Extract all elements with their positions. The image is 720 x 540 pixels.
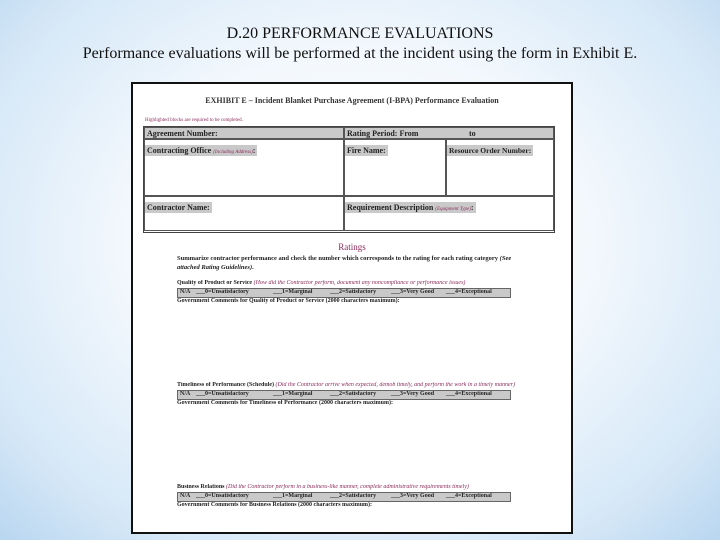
contractor-name-cell bbox=[144, 196, 344, 231]
section-comments-label: Government Comments for Timeliness of Performance (2000 characters maximum): bbox=[177, 400, 393, 406]
rating-4: ___4=Exceptional bbox=[446, 289, 492, 295]
ratings-title: Ratings bbox=[338, 242, 366, 252]
contracting-office-cell bbox=[144, 139, 344, 196]
ratings-instructions-end: . bbox=[252, 264, 254, 271]
rating-na: N/A bbox=[180, 289, 191, 295]
rating-na: N/A bbox=[180, 391, 191, 397]
rating-0: ___0=Unsatisfactory bbox=[196, 493, 249, 499]
contracting-office-label bbox=[145, 145, 257, 156]
section-header bbox=[177, 484, 572, 492]
rating-3: ___3=Very Good bbox=[391, 391, 435, 397]
rating-section-quality bbox=[177, 280, 572, 306]
section-comments-label: Government Comments for Quality of Product or Service (2000 characters maximum): bbox=[177, 298, 400, 304]
rating-section-timeliness bbox=[177, 382, 572, 408]
rating-1: ___1=Marginal bbox=[273, 289, 313, 295]
section-note: (How did the Contractor perform, document any noncompliance or performance issues) bbox=[253, 280, 466, 286]
rating-0: ___0=Unsatisfactory bbox=[196, 391, 249, 397]
section-title: Business Relations bbox=[177, 484, 225, 490]
rating-period-from-label: Rating Period: From bbox=[347, 129, 419, 138]
rating-scale-row bbox=[177, 288, 511, 298]
contractor-name-label: Contractor Name: bbox=[147, 203, 210, 212]
rating-3: ___3=Very Good bbox=[391, 493, 435, 499]
rating-na: N/A bbox=[180, 493, 191, 499]
rating-1: ___1=Marginal bbox=[273, 391, 313, 397]
fire-name-cell bbox=[344, 139, 446, 196]
rating-2: ___2=Satisfactory bbox=[330, 391, 377, 397]
contracting-office-colon: : bbox=[252, 146, 256, 155]
resource-order-cell bbox=[446, 139, 554, 196]
requirement-description-text: Requirement Description bbox=[347, 203, 434, 212]
ratings-instructions-text: Summarize contractor performance and check the number which corresponds to the rating for each rating category bbox=[177, 255, 499, 262]
requirement-description-cell bbox=[344, 196, 554, 231]
agreement-number-cell bbox=[144, 127, 344, 139]
agreement-number-label: Agreement Number: bbox=[147, 129, 218, 138]
requirement-description-hint: (Equipment Type) bbox=[435, 207, 471, 212]
rating-0: ___0=Unsatisfactory bbox=[196, 289, 249, 295]
section-header bbox=[177, 382, 572, 390]
rating-4: ___4=Exceptional bbox=[446, 391, 492, 397]
form-title: EXHIBIT E – Incident Blanket Purchase Agreement (I-BPA) Performance Evaluation bbox=[205, 96, 499, 105]
slide-title: D.20 PERFORMANCE EVALUATIONS bbox=[226, 25, 494, 42]
requirement-description-label bbox=[345, 202, 476, 213]
section-note: (Did the Contractor perform in a business-like manner, complete administrative requirements timely) bbox=[226, 484, 469, 490]
rating-4: ___4=Exceptional bbox=[446, 493, 492, 499]
rating-scale-row bbox=[177, 492, 511, 502]
rating-section-business-relations bbox=[177, 484, 572, 510]
rating-period-cell bbox=[344, 127, 554, 139]
requirement-description-colon: : bbox=[470, 203, 474, 212]
form-header-grid bbox=[143, 126, 555, 233]
rating-2: ___2=Satisfactory bbox=[330, 289, 377, 295]
section-header bbox=[177, 280, 572, 288]
section-comments-label: Government Comments for Business Relations (2000 characters maximum): bbox=[177, 502, 373, 508]
rating-scale-row bbox=[177, 390, 511, 400]
contracting-office-text: Contracting Office bbox=[147, 146, 212, 155]
section-title: Timeliness of Performance (Schedule) bbox=[177, 382, 275, 388]
exhibit-e-form-image bbox=[131, 82, 573, 534]
rating-3: ___3=Very Good bbox=[391, 289, 435, 295]
resource-order-number-label: Resource Order Number: bbox=[449, 146, 532, 155]
rating-period-to-label: to bbox=[469, 129, 476, 138]
section-note: (Did the Contractor arrive when expected, demob timely, and perform the work in a timely manner) bbox=[275, 382, 515, 388]
rating-2: ___2=Satisfactory bbox=[330, 493, 377, 499]
contracting-office-hint: (Including Address) bbox=[213, 150, 253, 155]
ratings-instructions-ref: (See attached Rating Guidelines) bbox=[177, 255, 512, 271]
fire-name-label: Fire Name: bbox=[347, 146, 386, 155]
slide-subtitle: Performance evaluations will be performed at the incident using the form in Exhibit E. bbox=[82, 45, 638, 62]
ratings-instructions bbox=[177, 254, 517, 272]
rating-period-label bbox=[345, 128, 553, 139]
form-required-note: Highlighted blocks are required to be completed. bbox=[145, 118, 243, 123]
section-title: Quality of Product or Service bbox=[177, 280, 253, 286]
rating-1: ___1=Marginal bbox=[273, 493, 313, 499]
